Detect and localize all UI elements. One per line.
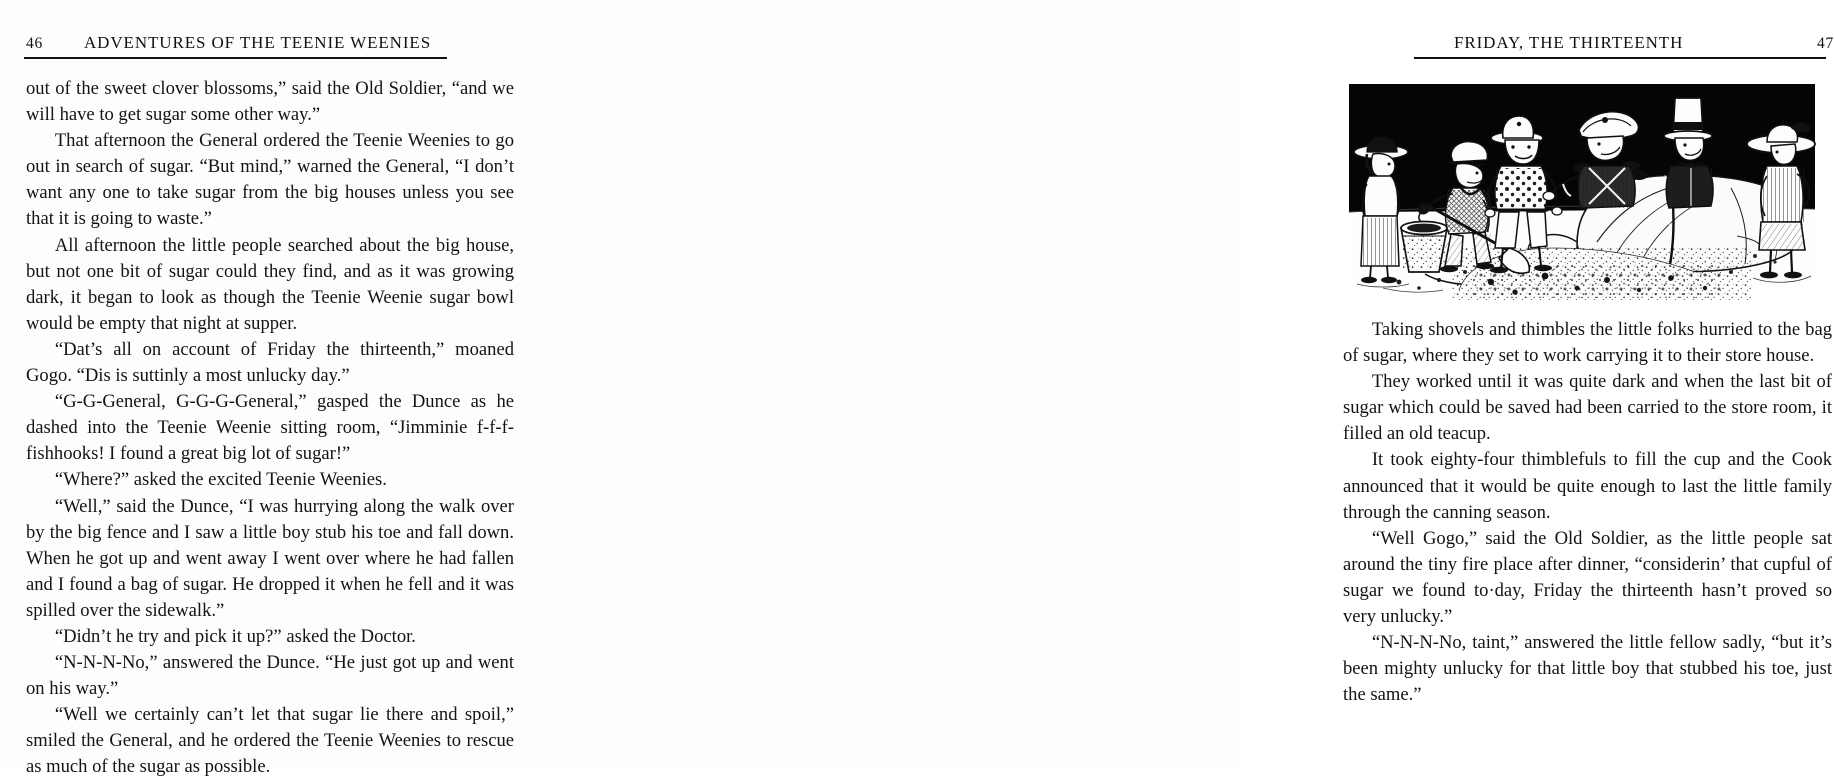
right-text-column bbox=[1343, 317, 1832, 708]
left-running-head: ADVENTURES OF THE TEENIE WEENIES bbox=[84, 33, 432, 52]
paragraph: out of the sweet clover blossoms,” said the Old Soldier, “and we will have to get sugar some other way.” bbox=[26, 78, 514, 126]
left-text-column bbox=[26, 76, 514, 781]
spilled-sugar bbox=[1451, 248, 1751, 300]
paragraph: “Didn’t he try and pick it up?” asked the Doctor. bbox=[54, 625, 416, 647]
paragraph: “N-N-N-No,” answered the Dunce. “He just got up and went on his way.” bbox=[26, 652, 514, 700]
right-running-head: FRIDAY, THE THIRTEENTH bbox=[1454, 33, 1684, 52]
paragraph: “Where?” asked the excited Teenie Weenies. bbox=[54, 469, 387, 491]
paragraph: That afternoon the General ordered the Teenie Weenies to go out in search of sugar. “But mind,” warned the General, “I don’t want any one to take sugar from the big houses unless you see that it is going to waste.” bbox=[26, 130, 514, 230]
paragraph: “Well Gogo,” said the Old Soldier, as the little people sat around the tiny fire place after dinner, “considerin’ that cupful of sugar we found to·day, Friday the thirteenth hasn’t proved so very unlucky.” bbox=[1343, 527, 1832, 628]
paragraph: “N-N-N-No, taint,” answered the little fellow sadly, “but it’s been mighty unlucky for that little boy that stubbed his toe, just the same.” bbox=[1343, 632, 1832, 706]
right-head-rule bbox=[1414, 57, 1826, 59]
left-page-folio: 46 bbox=[26, 35, 43, 52]
thimble-bucket bbox=[1401, 222, 1447, 273]
paragraph: “Well we certainly can’t let that sugar lie there and spoil,” smiled the General, and he ordered the Teenie Weenies to rescue as much of the sugar as possible. bbox=[26, 704, 514, 778]
paragraph: They worked until it was quite dark and when the last bit of sugar which could be saved had been carried to the store room, it filled an old teacup. bbox=[1343, 371, 1832, 445]
left-head-rule bbox=[24, 57, 447, 59]
paragraph: It took eighty-four thimblefuls to fill the cup and the Cook announced that it would be quite enough to last the little family through the canning season. bbox=[1343, 449, 1832, 523]
illustration-teenie-weenies-sugar bbox=[1339, 76, 1828, 304]
paragraph: “Well,” said the Dunce, “I was hurrying along the walk over by the big fence and I saw a little boy stub his toe and fall down. When he got up and went away I went over where he had fallen and I found a bag of sugar. He dropped it when he fell and it was spilled over the sidewalk.” bbox=[26, 495, 514, 621]
right-page bbox=[621, 0, 1834, 767]
right-page-folio: 47 bbox=[1817, 35, 1834, 52]
left-page bbox=[0, 0, 620, 778]
paragraph: Taking shovels and thimbles the little folks hurried to the bag of sugar, where they set to work carrying it to their store house. bbox=[1343, 319, 1832, 367]
paragraph: “G-G-General, G-G-G-General,” gasped the Dunce as he dashed into the Teenie Weenie sitting room, “Jimminie f-f-f-fishhooks! I found a great big lot of sugar!” bbox=[26, 391, 514, 465]
paragraph: “Dat’s all on account of Friday the thirteenth,” moaned Gogo. “Dis is suttinly a most unlucky day.” bbox=[26, 338, 514, 387]
paragraph: All afternoon the little people searched about the big house, but not one bit of sugar could they find, and as it was growing dark, it began to look as though the Teenie Weenie sugar bowl would be empty that night at supper. bbox=[26, 234, 514, 334]
